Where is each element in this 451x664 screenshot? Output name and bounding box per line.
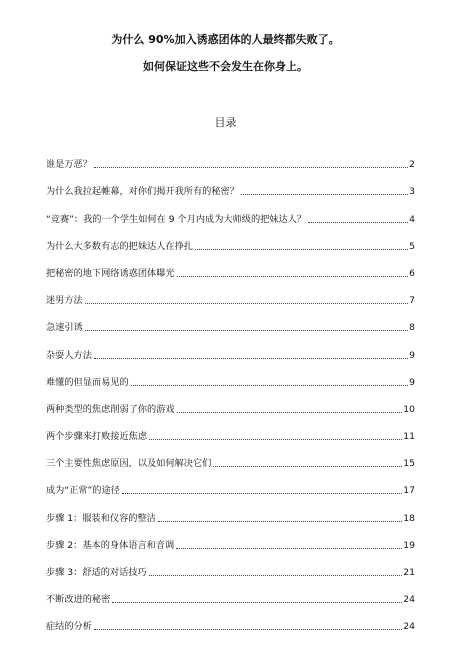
toc-dot-leader bbox=[112, 602, 402, 603]
toc-entry-label: 为什么我拉起帷幕，对你们揭开我所有的秘密？ bbox=[46, 186, 239, 198]
toc-entry-label: 为什么大多数有志的把妹达人在挣扎 bbox=[46, 240, 193, 252]
toc-entry-page-number: 18 bbox=[403, 512, 415, 524]
toc-entry-page-number: 8 bbox=[409, 322, 415, 334]
toc-entry-page-number: 15 bbox=[403, 458, 415, 470]
toc-entry[interactable] bbox=[46, 307, 415, 334]
toc-entry[interactable] bbox=[46, 226, 415, 253]
toc-entry-page-number: 4 bbox=[409, 213, 415, 225]
toc-dot-leader bbox=[94, 167, 408, 168]
toc-entry[interactable] bbox=[46, 144, 415, 171]
toc-entry-label: 不断改进的秘密 bbox=[46, 594, 111, 606]
toc-entry[interactable] bbox=[46, 362, 415, 389]
toc-dot-leader bbox=[213, 466, 402, 467]
toc-dot-leader bbox=[177, 412, 403, 413]
toc-entry-page-number: 7 bbox=[409, 295, 415, 307]
toc-entry[interactable] bbox=[46, 280, 415, 307]
toc-dot-leader bbox=[94, 358, 408, 359]
toc-entry-label: 步骤 1：服装和仪容的整洁 bbox=[46, 512, 156, 524]
toc-entry-label: 三个主要性焦虑原因，以及如何解决它们 bbox=[46, 458, 212, 470]
toc-entry[interactable] bbox=[46, 443, 415, 470]
toc-entry-page-number: 21 bbox=[403, 567, 415, 578]
toc-entry-page-number: 5 bbox=[409, 240, 415, 252]
toc-dot-leader bbox=[122, 493, 402, 494]
toc-dot-leader bbox=[85, 330, 408, 331]
toc-entry-page-number: 9 bbox=[409, 349, 415, 361]
toc-dot-leader bbox=[158, 521, 402, 522]
toc-dot-leader bbox=[195, 249, 408, 250]
toc-entry[interactable] bbox=[46, 579, 415, 606]
toc-entry[interactable] bbox=[46, 497, 415, 524]
toc-entry-label: 急速引诱 bbox=[46, 322, 83, 334]
toc-entry-label: 两种类型的焦虑削弱了你的游戏 bbox=[46, 403, 175, 415]
toc-dot-leader bbox=[85, 303, 408, 304]
toc-entry[interactable] bbox=[46, 198, 415, 225]
document-subheadline: 如何保证这些不会发生在你身上。 bbox=[143, 60, 308, 73]
toc-entry-page-number: 11 bbox=[403, 431, 415, 443]
toc-entry-label: 步骤 3：舒适的对话技巧 bbox=[46, 567, 147, 578]
toc-entry-label: 步骤 2：基本的身体语言和音调 bbox=[46, 539, 175, 551]
toc-entry-page-number: 10 bbox=[403, 403, 415, 415]
toc-entry-page-number: 24 bbox=[403, 594, 415, 606]
toc-entry[interactable] bbox=[46, 334, 415, 361]
toc-dot-leader bbox=[308, 222, 408, 223]
toc-entry-page-number: 24 bbox=[403, 621, 415, 633]
toc-entry-page-number: 19 bbox=[403, 539, 415, 551]
table-of-contents bbox=[46, 144, 415, 633]
toc-entry-page-number: 6 bbox=[409, 267, 415, 279]
toc-entry-page-number: 3 bbox=[409, 186, 415, 198]
toc-entry-page-number: 9 bbox=[409, 376, 415, 388]
toc-entry[interactable] bbox=[46, 552, 415, 579]
toc-entry-label: 两个步骤来打败接近焦虑 bbox=[46, 431, 148, 443]
toc-title: 目录 bbox=[214, 116, 237, 129]
toc-dot-leader bbox=[149, 439, 402, 440]
document-headline: 为什么 90%加入诱惑团体的人最终都失败了。 bbox=[111, 33, 340, 46]
toc-entry-label: 把秘密的地下网络诱惑团体曝光 bbox=[46, 267, 175, 279]
toc-entry-label: 谁是万恶？ bbox=[46, 159, 92, 171]
toc-entry[interactable] bbox=[46, 470, 415, 497]
toc-entry-label: 难懂的但显而易见的 bbox=[46, 376, 129, 388]
toc-dot-leader bbox=[176, 548, 402, 549]
toc-entry-page-number: 17 bbox=[403, 485, 415, 497]
toc-entry[interactable] bbox=[46, 525, 415, 552]
toc-entry-label: 杂耍人方法 bbox=[46, 349, 92, 361]
toc-entry-label: 迷男方法 bbox=[46, 295, 83, 307]
toc-entry[interactable] bbox=[46, 416, 415, 443]
toc-entry[interactable] bbox=[46, 606, 415, 633]
toc-entry[interactable] bbox=[46, 171, 415, 198]
toc-dot-leader bbox=[149, 575, 403, 576]
toc-dot-leader bbox=[94, 629, 402, 630]
toc-entry[interactable] bbox=[46, 389, 415, 416]
toc-dot-leader bbox=[177, 276, 409, 277]
toc-dot-leader bbox=[131, 385, 408, 386]
toc-entry-page-number: 2 bbox=[409, 159, 415, 171]
toc-entry-label: “竞赛”：我的一个学生如何在 9 个月内成为大师级的把妹达人？ bbox=[46, 213, 307, 225]
toc-entry[interactable] bbox=[46, 253, 415, 280]
toc-entry-label: 成为“正常”的途径 bbox=[46, 485, 120, 497]
toc-dot-leader bbox=[241, 194, 408, 195]
toc-entry-label: 症结的分析 bbox=[46, 621, 92, 633]
